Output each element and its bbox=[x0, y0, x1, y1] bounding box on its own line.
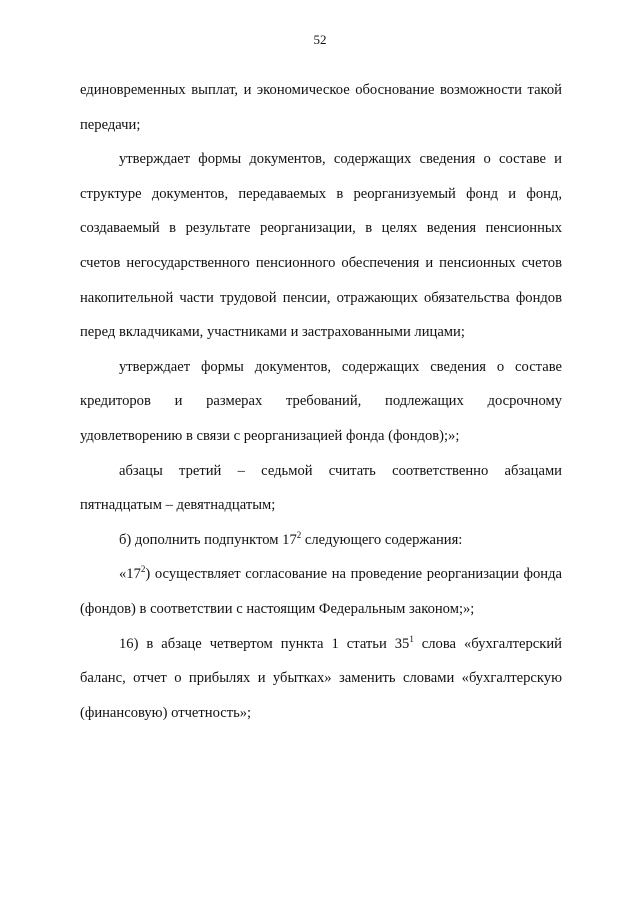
paragraph bbox=[80, 557, 562, 626]
document-body bbox=[80, 73, 562, 730]
paragraph bbox=[80, 350, 562, 454]
superscript: 2 bbox=[296, 529, 302, 540]
superscript: 1 bbox=[409, 633, 414, 644]
paragraph-text: единовременных выплат, и экономическое обоснование возможности такой передачи; bbox=[80, 82, 562, 133]
page-number: 52 bbox=[313, 32, 327, 47]
paragraph bbox=[80, 142, 562, 350]
paragraph bbox=[80, 523, 562, 558]
superscript: 2 bbox=[140, 564, 146, 575]
paragraph-text: следующего содержания: bbox=[301, 531, 463, 548]
paragraph-text: б) дополнить подпунктом 17 bbox=[119, 531, 297, 548]
paragraph-text: ) осуществляет согласование на проведение реорганизации фонда (фондов) в соответствии с настоящим Федеральным законом;»; bbox=[80, 566, 562, 617]
paragraph-text: 16) в абзаце четвертом пункта 1 статьи 35 bbox=[119, 635, 410, 652]
paragraph-text: утверждает формы документов, содержащих сведения о составе кредиторов и размерах требований, подлежащих досрочному удовлетворению в связи с реорганизацией фонда (фондов);»; bbox=[80, 358, 562, 444]
paragraph bbox=[80, 73, 562, 142]
paragraph-text: утверждает формы документов, содержащих сведения о составе и структуре документов, передаваемых в реорганизуемый фонд и фонд, создаваемый в результате реорганизации, в целях ведения пенсионных счетов негосударственного пенсионного обеспечения и пенсионных счетов накопительной части трудовой пенсии, отражающих обязательства фондов перед вкладчиками, участниками и застрахованными лицами; bbox=[80, 151, 562, 341]
paragraph bbox=[80, 627, 562, 731]
paragraph-text: слова «бухгалтерский баланс, отчет о прибылях и убытках» заменить словами «бухгалтерскую (финансовую) отчетность»; bbox=[80, 635, 562, 721]
paragraph bbox=[80, 454, 562, 523]
paragraph-text: абзацы третий – седьмой считать соответственно абзацами пятнадцатым – девятнадцатым; bbox=[80, 462, 562, 514]
paragraph-text: «17 bbox=[119, 566, 141, 583]
